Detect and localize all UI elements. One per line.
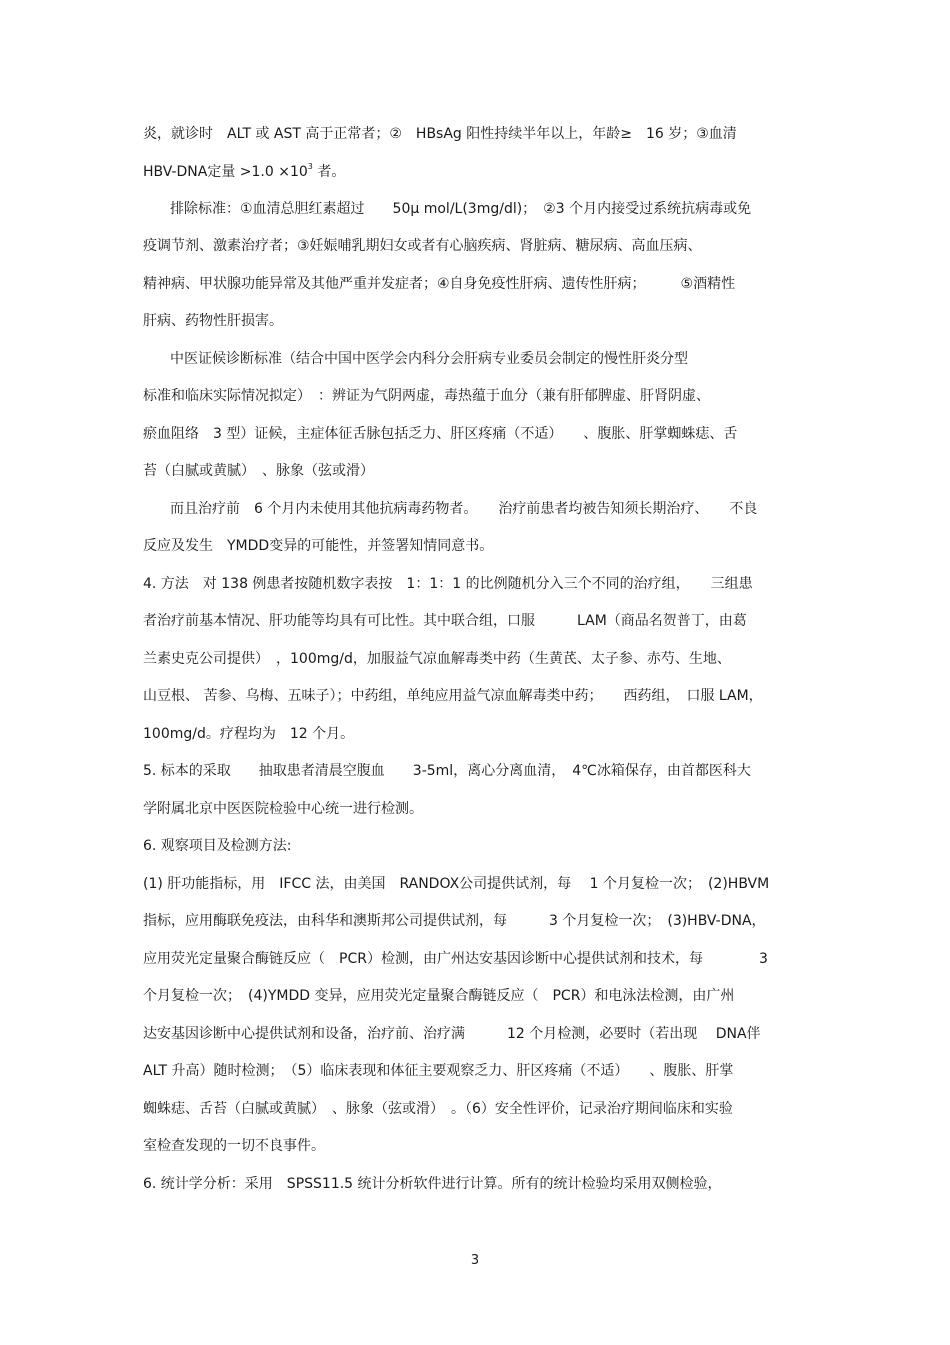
text-line-27: 蜘蛛痣、舌苔（白腻或黄腻） 、脉象（弦或滑） 。（6）安全性评价，记录治疗期间临床和实验 xyxy=(143,1101,733,1117)
text-line-15: 兰素史克公司提供） ，100mg/d，加服益气凉血解毒类中药（生黄芪、太子参、赤芍、生地、 xyxy=(143,651,731,667)
text-line-2-end: 者。 xyxy=(312,164,346,180)
text-line-24: 个月复检一次； (4)YMDD 变异，应用荧光定量聚合酶链反应（ PCR）和电泳法检测，由广州 xyxy=(143,988,735,1004)
text-line-28: 室检查发现的一切不良事件。 xyxy=(143,1138,325,1154)
page-number: 3 xyxy=(470,1253,480,1268)
text-line-18: 5. 标本的采取 抽取患者清晨空腹血 3-5ml，离心分离血清， 4℃冰箱保存，由首都医科大 xyxy=(143,763,751,779)
text-line-4: 疫调节剂、激素治疗者；③妊娠哺乳期妇女或者有心脑疾病、肾脏病、糖尿病、高血压病、 xyxy=(143,238,702,254)
text-line-11: 而且治疗前 6 个月内未使用其他抗病毒药物者。 治疗前患者均被告知须长期治疗、 不良 xyxy=(170,501,758,517)
text-line-9: 瘀血阻络 3 型）证候，主症体征舌脉包括乏力、肝区疼痛（不适） 、腹胀、肝掌蜘蛛痣、舌 xyxy=(143,426,738,442)
text-line-1: 炎，就诊时 ALT 或 AST 高于正常者；② HBsAg 阳性持续半年以上，年龄≥ 16 岁；③血清 xyxy=(143,126,737,142)
text-line-2-main: HBV-DNA定量 >1.0 ×10 xyxy=(143,164,308,180)
text-line-22: 指标，应用酶联免疫法，由科华和澳斯邦公司提供试剂，每 3 个月复检一次； (3)HBV-DNA， xyxy=(143,913,766,929)
text-line-12: 反应及发生 YMDD变异的可能性，并签署知情同意书。 xyxy=(143,538,494,554)
exponent: 3 xyxy=(307,162,313,171)
text-line-21: (1) 肝功能指标，用 IFCC 法，由美国 RANDOX公司提供试剂，每 1 个月复检一次； (2)HBVM xyxy=(143,876,770,892)
text-line-20: 6. 观察项目及检测方法: xyxy=(143,838,292,854)
text-line-26: ALT 升高）随时检测； （5）临床表现和体征主要观察乏力、肝区疼痛（不适） 、腹胀、肝掌 xyxy=(143,1063,734,1079)
text-line-6: 肝病、药物性肝损害。 xyxy=(143,313,283,329)
text-line-19: 学附属北京中医医院检验中心统一进行检测。 xyxy=(143,801,423,817)
text-line-5: 精神病、甲状腺功能异常及其他严重并发症者；④自身免疫性肝病、遗传性肝病； ⑤酒精性 xyxy=(143,276,736,292)
text-line-17: 100mg/d。疗程均为 12 个月。 xyxy=(143,726,355,742)
text-line-25: 达安基因诊断中心提供试剂和设备，治疗前、治疗满 12 个月检测，必要时（若出现 DNA伴 xyxy=(143,1026,761,1042)
text-line-13: 4. 方法 对 138 例患者按随机数字表按 1：1：1 的比例随机分入三个不同的治疗组， 三组患 xyxy=(143,576,753,592)
text-line-29: 6. 统计学分析：采用 SPSS11.5 统计分析软件进行计算。所有的统计检验均采用双侧检验， xyxy=(143,1176,722,1192)
text-line-10: 苔（白腻或黄腻） 、脉象（弦或滑） xyxy=(143,463,374,479)
text-line-16: 山豆根、 苦参、乌梅、五味子）；中药组，单纯应用益气凉血解毒类中药； 西药组， 口服 LAM， xyxy=(143,688,763,704)
text-line-14: 者治疗前基本情况、肝功能等均具有可比性。其中联合组，口服 LAM（商品名贺普丁，由葛 xyxy=(143,613,747,629)
text-line-7: 中医证候诊断标准（结合中国中医学会内科分会肝病专业委员会制定的慢性肝炎分型 xyxy=(170,351,688,367)
text-line-2 xyxy=(143,162,823,182)
text-line-3: 排除标准：①血清总胆红素超过 50μ mol/L(3mg/dl)； ②3 个月内接受过系统抗病毒或免 xyxy=(170,201,752,217)
text-line-23: 应用荧光定量聚合酶链反应（ PCR）检测，由广州达安基因诊断中心提供试剂和技术，每 3 xyxy=(143,951,768,967)
text-line-8: 标准和临床实际情况拟定） ：辨证为气阴两虚，毒热蕴于血分（兼有肝郁脾虚、肝肾阴虚、 xyxy=(143,388,710,404)
